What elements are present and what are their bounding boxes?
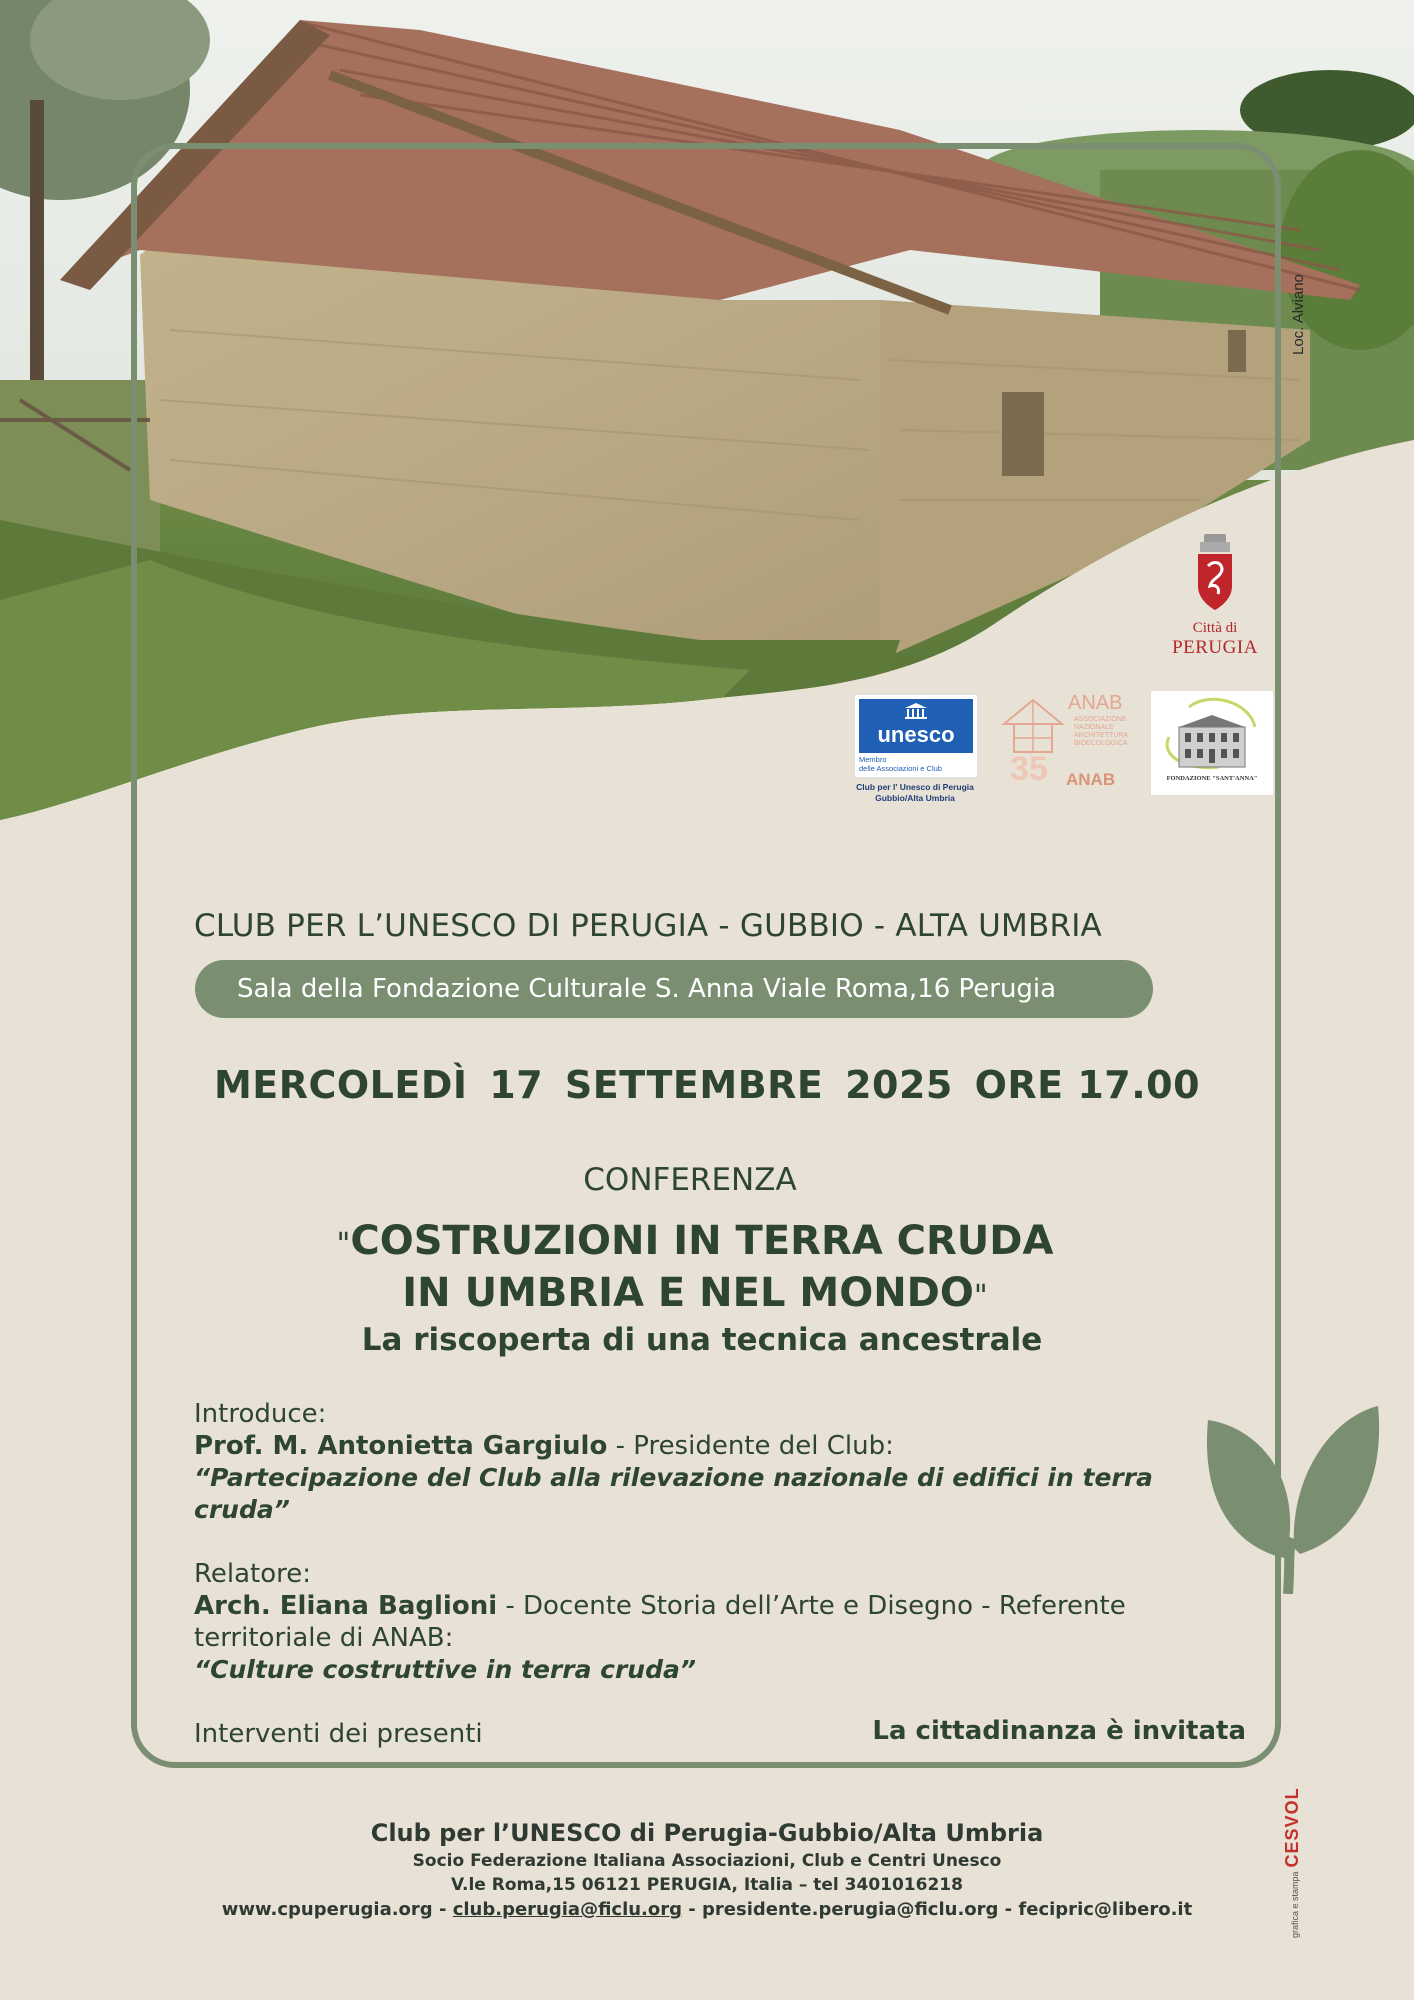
anab-desc-3: ARCHITETTURA [1074, 732, 1129, 739]
photo-credit: Loc. Alviano [1290, 274, 1307, 355]
speaker-line [194, 1590, 1214, 1622]
unesco-logo [854, 694, 978, 778]
event-title-line2: IN UMBRIA E NEL MONDO" [402, 1270, 988, 1316]
event-date [0, 1063, 1414, 1107]
speaker-label: Relatore: [194, 1559, 312, 1589]
date-number: 17 [489, 1063, 544, 1107]
unesco-sub [859, 755, 942, 773]
intro-line [194, 1430, 1214, 1462]
unesco-sub-line1: Membro [859, 755, 887, 764]
intro-label: Introduce: [194, 1399, 327, 1429]
unesco-sub-line2: delle Associazioni e Club [859, 764, 942, 773]
event-type: CONFERENZA [583, 1162, 797, 1198]
intro-role: - Presidente del Club: [607, 1431, 894, 1461]
anab-bottom-name: ANAB [1066, 770, 1116, 789]
speaker-name: Arch. Eliana Baglioni [194, 1591, 498, 1621]
footer-website-link[interactable]: www.cpuperugia.org [221, 1899, 433, 1920]
footer-federation: Socio Federazione Italiana Associazioni, Club e Centri Unesco [412, 1851, 1002, 1871]
anab-desc-4: BIOECOLOGICA [1074, 740, 1128, 747]
footer-email-other-link[interactable]: fecipric@libero.it [1018, 1899, 1193, 1920]
printer-credit [1282, 1787, 1303, 1938]
date-day: MERCOLEDÌ [213, 1063, 468, 1107]
unesco-temple-icon [905, 703, 927, 719]
printer-small: grafica e stampa [1290, 1871, 1300, 1938]
printer-name: CESVOL [1282, 1787, 1302, 1868]
perugia-line2: PERUGIA [1172, 637, 1258, 658]
title-line1-text: COSTRUZIONI IN TERRA CRUDA [350, 1218, 1054, 1264]
perugia-logo [1160, 532, 1270, 659]
unesco-caption [842, 782, 988, 804]
footer-contacts: www.cpuperugia.org - club.perugia@ficlu.org - presidente.perugia@ficlu.org - fecipric@libero.it [221, 1899, 1193, 1920]
anab-desc-2: NAZIONALE [1074, 724, 1114, 731]
fondazione-building-icon [1159, 697, 1265, 773]
fondazione-logo [1150, 690, 1274, 796]
intro-name: Prof. M. Antonietta Gargiulo [194, 1431, 608, 1461]
sprout-icon [1200, 1398, 1384, 1594]
anab-desc-1: ASSOCIAZIONE [1074, 716, 1127, 723]
event-title-line1: "COSTRUZIONI IN TERRA CRUDA [336, 1218, 1054, 1264]
perugia-line1: Città di [1192, 620, 1238, 636]
club-title: CLUB PER L’UNESCO DI PERUGIA - GUBBIO - ALTA UMBRIA [194, 908, 1102, 944]
intro-talk: “Partecipazione del Club alla rilevazione nazionale di edifici in terra cruda” [194, 1463, 1153, 1524]
footer-email-club-link[interactable]: club.perugia@ficlu.org [452, 1899, 683, 1920]
anab-desc [1074, 716, 1128, 748]
program [194, 1398, 1214, 1750]
footer-address: V.le Roma,15 06121 PERUGIA, Italia – tel 3401016218 [451, 1875, 963, 1895]
speaker-role1: - Docente Storia dell’Arte e Disegno - Referente [497, 1591, 1126, 1621]
unesco-caption-line1: Club per l' Unesco di Perugia [856, 782, 974, 792]
anab-name: ANAB [1068, 692, 1123, 714]
fondazione-caption: FONDAZIONE "SANT'ANNA" [1166, 775, 1258, 782]
anab-anniversary: 35 [1010, 750, 1048, 788]
perugia-crest-icon [1192, 532, 1238, 612]
event-subtitle: La riscoperta di una tecnica ancestrale [361, 1322, 1043, 1358]
invitation-note: La cittadinanza è invitata [872, 1716, 1246, 1746]
closing-note: Interventi dei presenti [194, 1719, 483, 1749]
footer-club: Club per l’UNESCO di Perugia-Gubbio/Alta Umbria [370, 1819, 1044, 1847]
speaker-talk: “Culture costruttive in terra cruda” [194, 1655, 696, 1684]
unesco-caption-line2: Gubbio/Alta Umbria [875, 793, 955, 803]
anab-logo [996, 692, 1130, 792]
date-time: ORE 17.00 [974, 1063, 1201, 1107]
footer [0, 1817, 1414, 1923]
anab-house-icon [1000, 696, 1066, 756]
date-month: SETTEMBRE [564, 1063, 824, 1107]
unesco-wordmark: unesco [859, 699, 973, 753]
footer-email-president-link[interactable]: presidente.perugia@ficlu.org [702, 1899, 999, 1920]
date-year: 2025 [845, 1063, 953, 1107]
venue-pill: Sala della Fondazione Culturale S. Anna Viale Roma,16 Perugia [195, 960, 1153, 1018]
speaker-role2: territoriale di ANAB: [194, 1623, 454, 1653]
title-line2-text: IN UMBRIA E NEL MONDO [402, 1270, 974, 1316]
